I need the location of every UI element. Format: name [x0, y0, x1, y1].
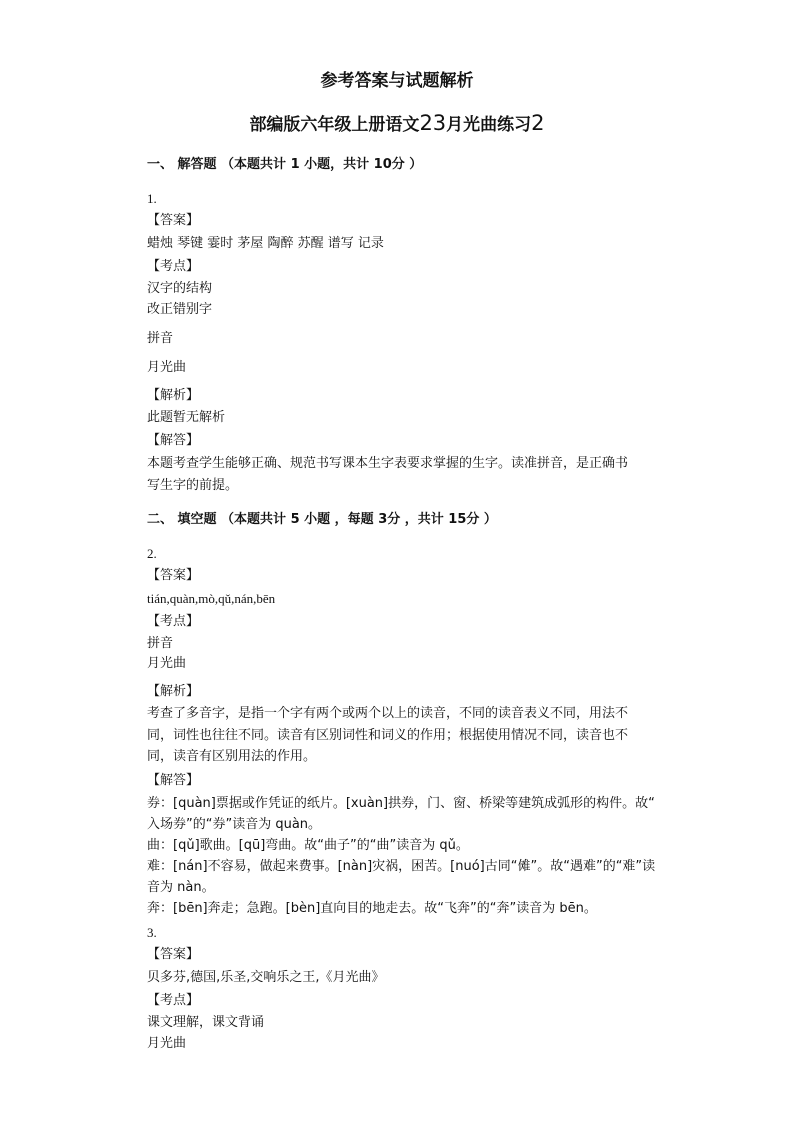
points-tag: 【考点】: [147, 259, 200, 274]
points-item: 课文理解，课文背诵: [147, 1015, 265, 1030]
solution-line: 写生字的前提。: [147, 478, 239, 493]
question-number: 2.: [147, 546, 157, 561]
solution-line: 奔：[bēn]奔走；急跑。[bèn]直向目的地走去。故“飞奔”的“奔”读音为 bēn。: [147, 901, 597, 916]
points-item: 拼音: [147, 331, 174, 346]
points-tag: 【考点】: [147, 614, 200, 629]
answer-text: 贝多芬,德国,乐圣,交响乐之王,《月光曲》: [147, 970, 385, 985]
subtitle-part-a: 部编版六年级上册语文: [249, 115, 420, 135]
points-item: 月光曲: [147, 1036, 187, 1051]
analysis-line: 同，词性也往往不同。读音有区别词性和词义的作用；根据使用情况不同，读音也不: [147, 728, 629, 743]
subtitle-number-2: 2: [531, 111, 545, 135]
answer-tag: 【答案】: [147, 213, 200, 228]
section-heading-2: 二、 填空题 （本题共计 5 小题 ，每题 3分 ，共计 15分 ）: [147, 512, 497, 527]
solution-line: 难：[nán]不容易，做起来费事。[nàn]灾祸，困苦。[nuó]古同“傩”。故“遇难”的“难”读: [147, 859, 656, 874]
solution-line: 曲：[qǔ]歌曲。[qū]弯曲。故“曲子”的“曲”读音为 qǔ。: [147, 838, 469, 853]
points-tag: 【考点】: [147, 993, 200, 1008]
points-item: 改正错别字: [147, 302, 213, 317]
points-item: 汉字的结构: [147, 281, 213, 296]
points-item: 月光曲: [147, 360, 187, 375]
analysis-line: 同，读音有区别用法的作用。: [147, 749, 317, 764]
answer-text: tián,quàn,mò,qǔ,nán,bēn: [147, 591, 276, 606]
question-number: 3.: [147, 925, 157, 940]
solution-tag: 【解答】: [147, 773, 200, 788]
solution-tag: 【解答】: [147, 433, 200, 448]
points-item: 拼音: [147, 636, 174, 651]
section-heading-1: 一、 解答题 （本题共计 1 小题，共计 10分 ）: [147, 157, 423, 172]
analysis-tag: 【解析】: [147, 684, 200, 699]
question-number: 1.: [147, 191, 157, 206]
answer-tag: 【答案】: [147, 947, 200, 962]
solution-line: 音为 nàn。: [147, 880, 215, 895]
analysis-tag: 【解析】: [147, 388, 200, 403]
subtitle-number-1: 23: [419, 111, 447, 135]
points-item: 月光曲: [147, 656, 187, 671]
page-title: 参考答案与试题解析: [320, 71, 474, 91]
solution-line: 本题考查学生能够正确、规范书写课本生字表要求掌握的生字。读准拼音，是正确书: [147, 456, 629, 471]
answer-tag: 【答案】: [147, 568, 200, 583]
answer-text: 蜡烛 琴键 霎时 茅屋 陶醉 苏醒 谱写 记录: [147, 236, 384, 251]
analysis-line: 考查了多音字，是指一个字有两个或两个以上的读音，不同的读音表义不同，用法不: [147, 706, 629, 721]
solution-line: 入场券”的“券”读音为 quàn。: [147, 817, 322, 832]
analysis-text: 此题暂无解析: [147, 410, 226, 425]
page-subtitle: [0, 112, 794, 136]
subtitle-part-b: 月光曲练习: [446, 115, 532, 135]
solution-line: 券：[quàn]票据或作凭证的纸片。[xuàn]拱券，门、窗、桥梁等建筑成弧形的构件。故“: [147, 796, 655, 811]
